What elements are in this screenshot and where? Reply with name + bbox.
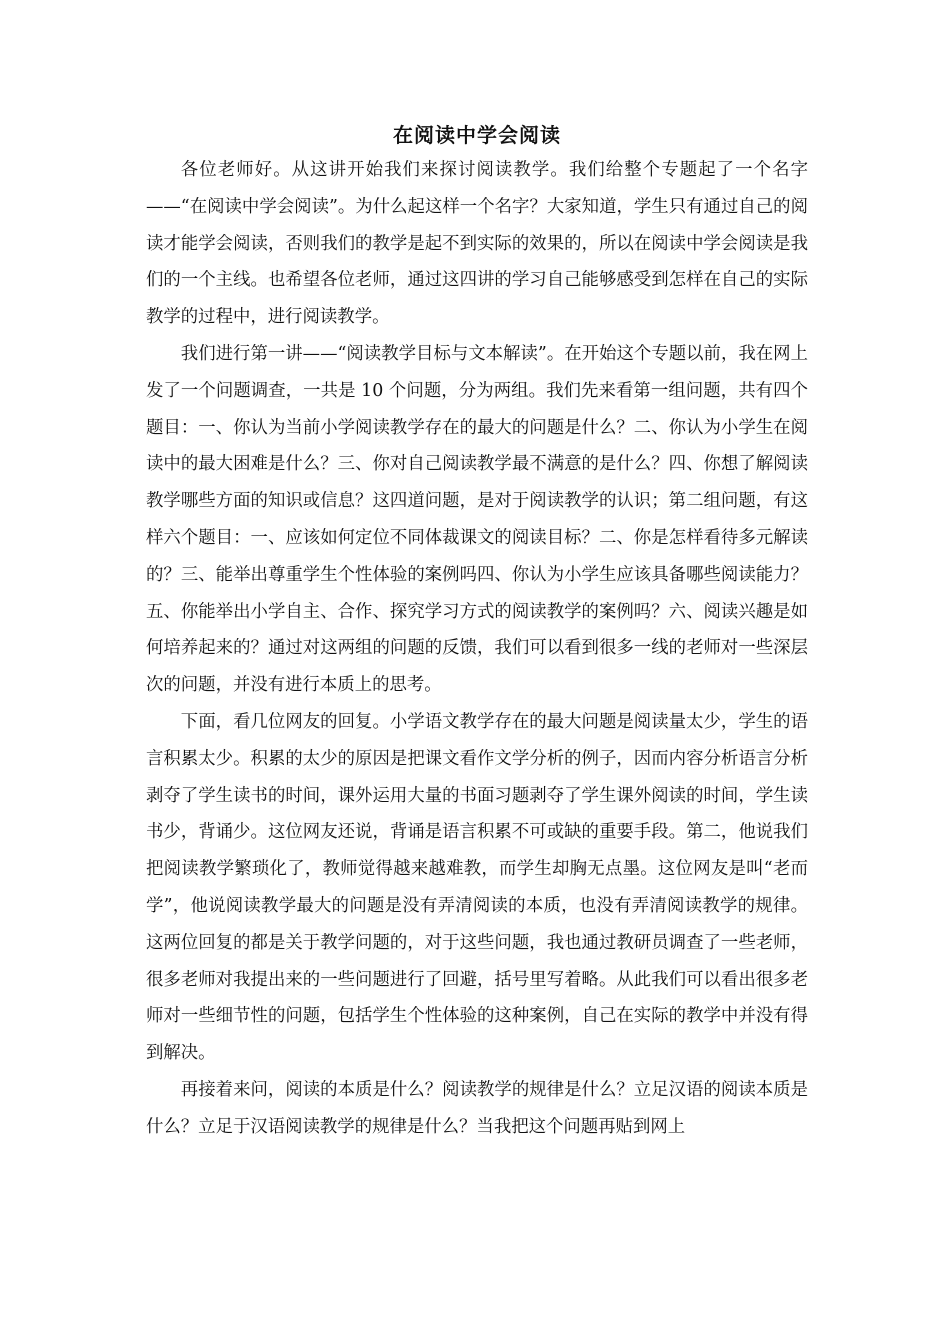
document-body (146, 118, 808, 1146)
paragraph-questions: 再接着来问，阅读的本质是什么？阅读教学的规律是什么？立足汉语的阅读本质是什么？立足于汉语阅读教学的规律是什么？当我把这个问题再贴到网上 (146, 1079, 808, 1137)
document-title: 在阅读中学会阅读 (393, 123, 561, 147)
paragraph-survey: 我们进行第一讲——“阅读教学目标与文本解读”。在开始这个专题以前，我在网上发了一个问题调查，一共是 10 个问题，分为两组。我们先来看第一组问题，共有四个题目：一、你认为当前小学阅读教学存在的最大的问题是什么？二、你认为小学生在阅读中的最大困难是什么？三、你对自己阅读教学最不满意的是什么？四、你想了解阅读教学哪些方面的知识或信息？这四道问题，是对于阅读教学的认识；第二组问题，有这样六个题目：一、应该如何定位不同体裁课文的阅读目标？二、你是怎样看待多元解读的？三、能举出尊重学生个性体验的案例吗四、你认为小学生应该具备哪些阅读能力？五、你能举出小学自主、合作、探究学习方式的阅读教学的案例吗？六、阅读兴趣是如何培养起来的？通过对这两组的问题的反馈，我们可以看到很多一线的老师对一些深层次的问题，并没有进行本质上的思考。 (146, 343, 808, 696)
paragraph-intro: 各位老师好。从这讲开始我们来探讨阅读教学。我们给整个专题起了一个名字——“在阅读中学会阅读”。为什么起这样一个名字？大家知道，学生只有通过自己的阅读才能学会阅读，否则我们的教学是起不到实际的效果的，所以在阅读中学会阅读是我们的一个主线。也希望各位老师，通过这四讲的学习自己能够感受到怎样在自己的实际教学的过程中，进行阅读教学。 (146, 160, 808, 328)
paragraph-replies: 下面，看几位网友的回复。小学语文教学存在的最大问题是阅读量太少，学生的语言积累太少。积累的太少的原因是把课文看作文学分析的例子，因而内容分析语言分析剥夺了学生读书的时间，课外运用大量的书面习题剥夺了学生课外阅读的时间，学生读书少，背诵少。这位网友还说，背诵是语言积累不可或缺的重要手段。第二，他说我们把阅读教学繁琐化了，教师觉得越来越难教，而学生却胸无点墨。这位网友是叫“老而学”，他说阅读教学最大的问题是没有弄清阅读的本质，也没有弄清阅读教学的规律。这两位回复的都是关于教学问题的，对于这些问题，我也通过教研员调查了一些老师，很多老师对我提出来的一些问题进行了回避，括号里写着略。从此我们可以看出很多老师对一些细节性的问题，包括学生个性体验的这种案例，自己在实际的教学中并没有得到解决。 (146, 711, 808, 1064)
